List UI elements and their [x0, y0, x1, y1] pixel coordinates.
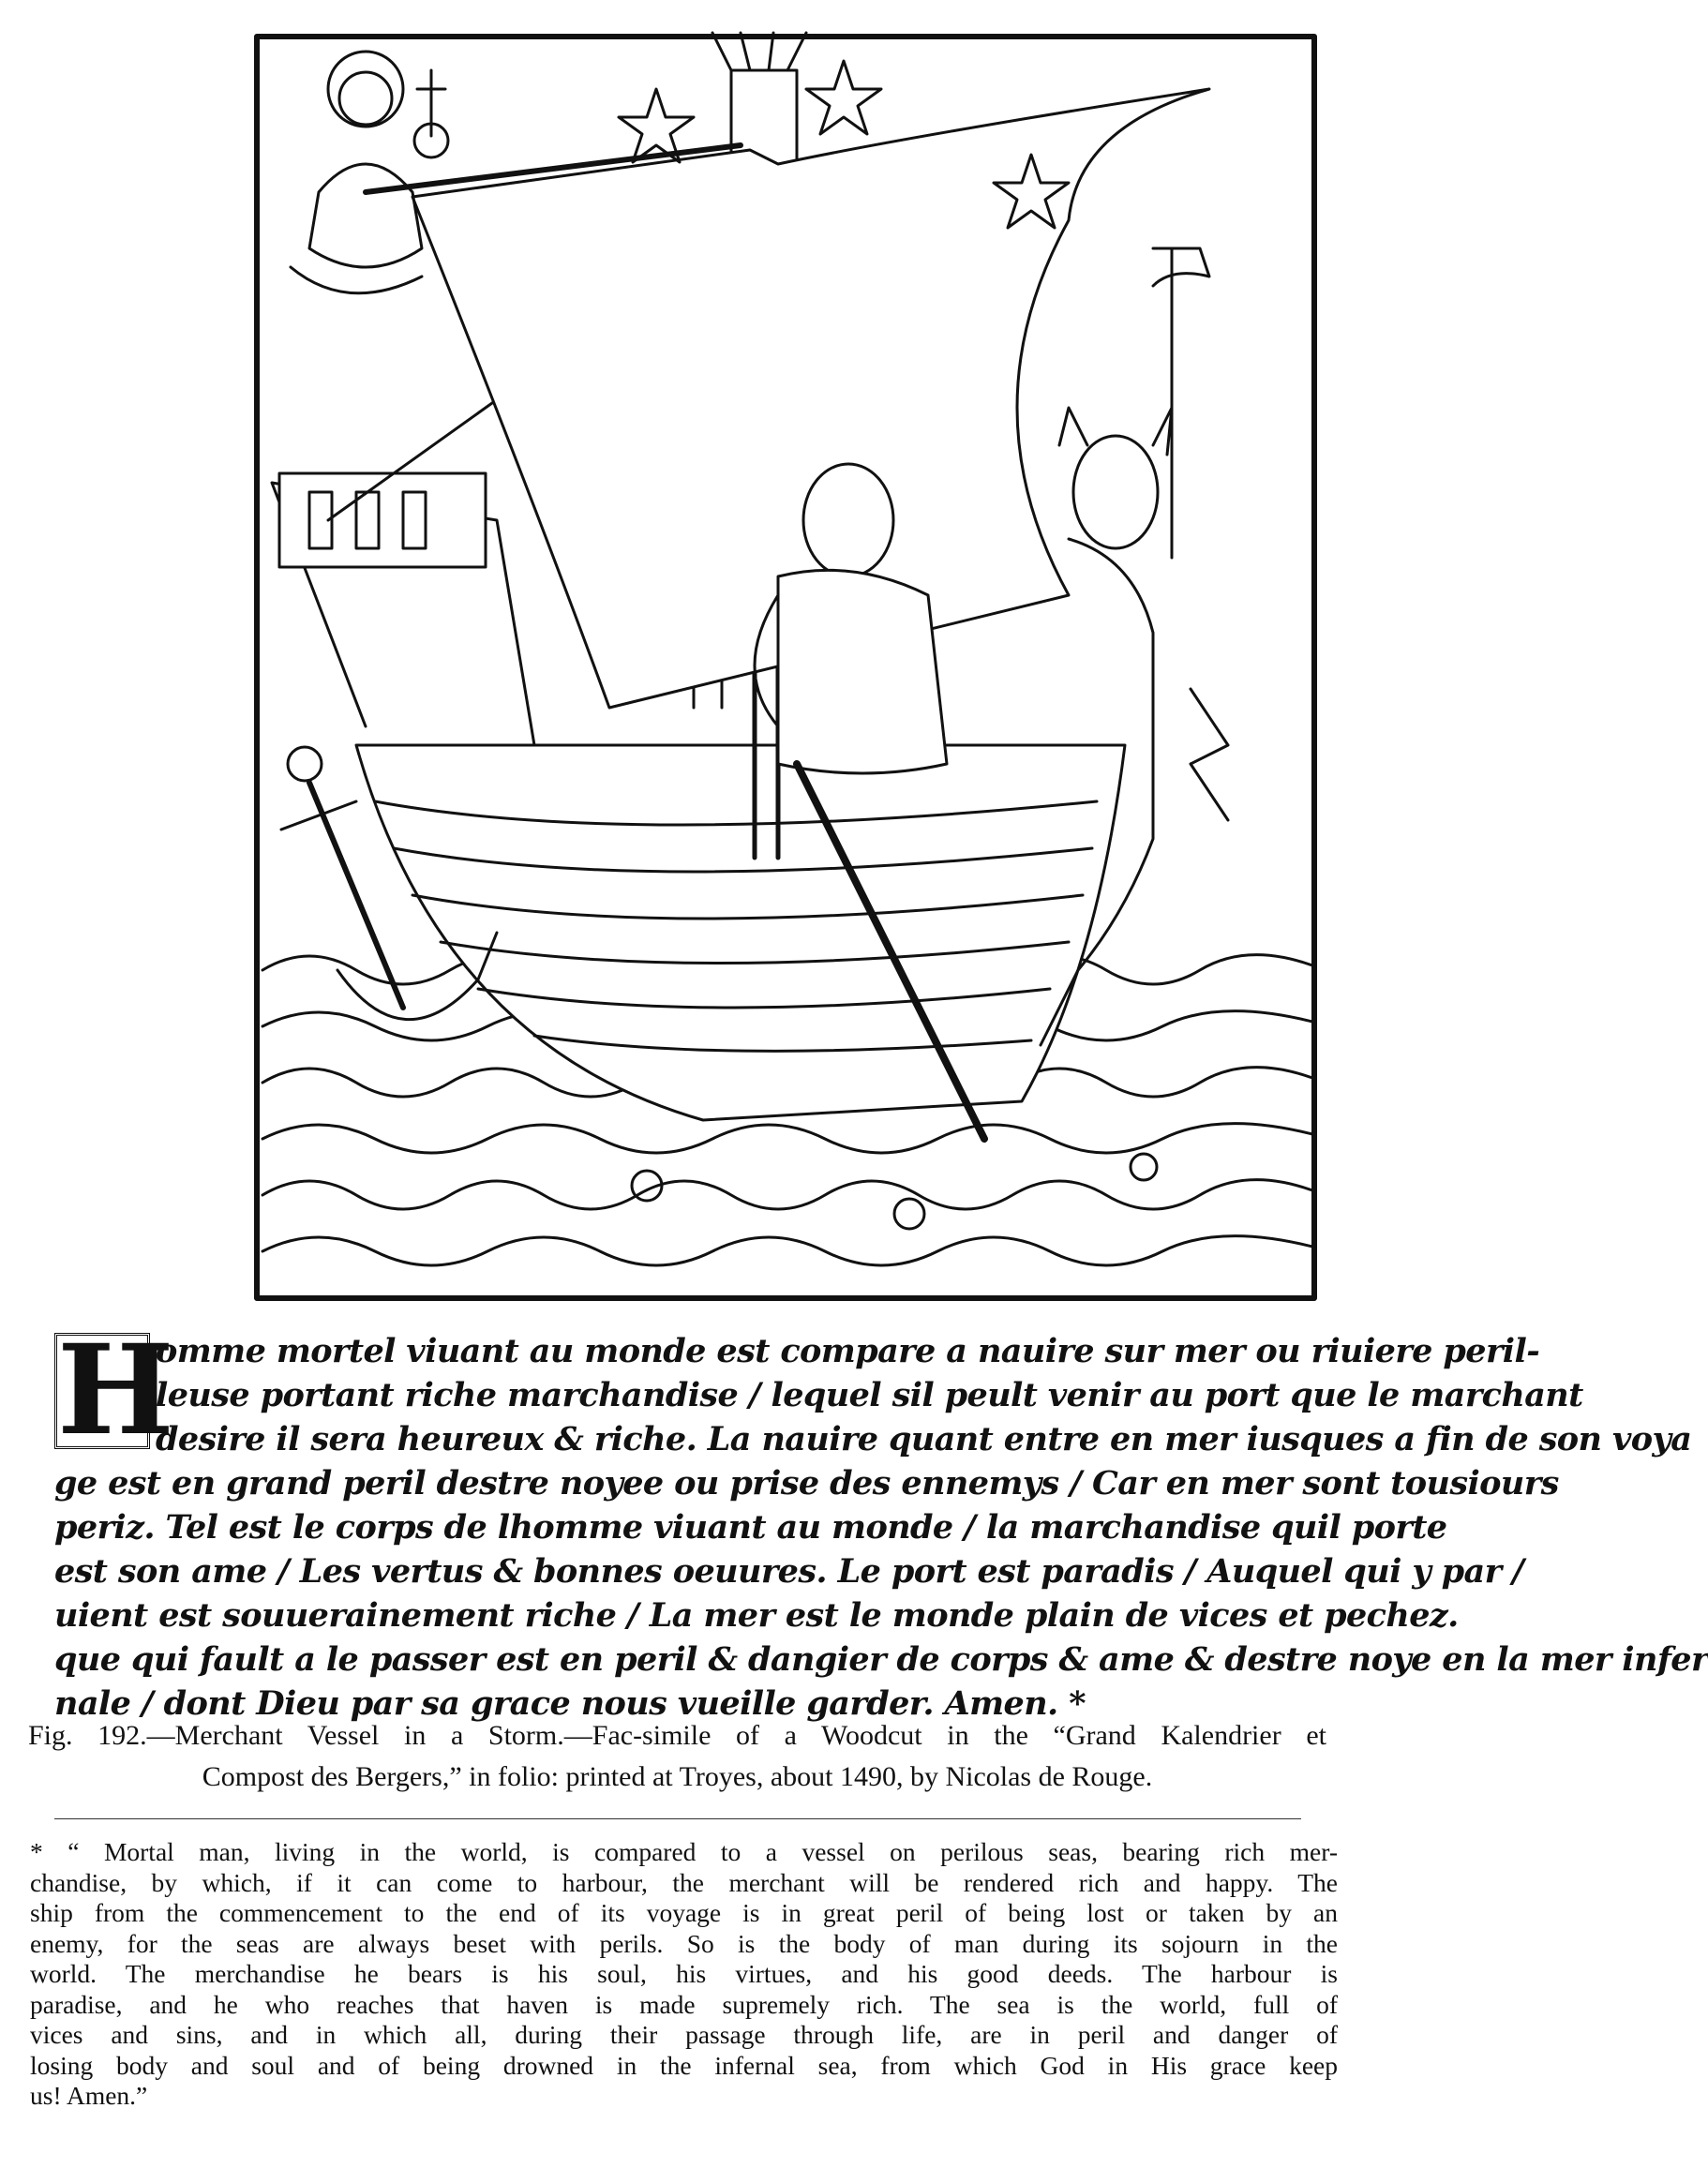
footnote-line: world. The merchandise he bears is his soul, his virtues, and his good deeds. The harbour is: [30, 1959, 1338, 1988]
gothic-line: omme mortel viuant au monde est compare a nauire sur mer ou riuiere peril-: [156, 1332, 1540, 1370]
footnote-line: enemy, for the seas are always beset with perils. So is the body of man during its sojourn in the: [30, 1928, 1338, 1958]
gothic-line: ge est en grand peril destre noyee ou prise des ennemys / Car en mer sont tousiours: [54, 1464, 1559, 1503]
figure-caption: [28, 1715, 1326, 1798]
divider: [54, 1818, 1301, 1819]
footnote-line: losing body and soul and of being drowned in the infernal sea, from which God in His grace keep: [30, 2050, 1338, 2080]
gothic-line: periz. Tel est le corps de lhomme viuant au monde / la marchandise quil porte: [54, 1508, 1447, 1547]
merchant-vessel-woodcut: [253, 33, 1318, 1303]
woodcut-illustration: [253, 33, 1318, 1303]
gothic-line: que qui fault a le passer est en peril & dangier de corps & ame & destre noye en la mer infer: [54, 1640, 1708, 1679]
footnote-translation: [30, 1837, 1338, 2112]
footnote-line: chandise, by which, if it can come to harbour, the merchant will be rendered rich and happy. The: [30, 1867, 1338, 1897]
footnote-line: paradise, and he who reaches that haven is made supremely rich. The sea is the world, full of: [30, 1989, 1338, 2019]
footnote-line: us! Amen.”: [30, 2081, 148, 2110]
gothic-line: est son ame / Les vertus & bonnes oeuures. Le port est paradis / Auquel qui y par /: [54, 1552, 1524, 1591]
footnote-line: vices and sins, and in which all, during their passage through life, are in peril and danger of: [30, 2020, 1338, 2049]
footnote-line: ship from the commencement to the end of its voyage is in great peril of being lost or taken by an: [30, 1898, 1338, 1927]
gothic-line: nale / dont Dieu par sa grace nous vueille garder. Amen. *: [54, 1684, 1086, 1723]
gothic-blackletter-text: [54, 1318, 1708, 1726]
christ-figure: [291, 52, 448, 293]
gothic-line: desire il sera heureux & riche. La nauire quant entre en mer iusques a fin de son voya: [156, 1420, 1692, 1458]
caption-line: Fig. 192.—Merchant Vessel in a Storm.—Fac-simile of a Woodcut in the “Grand Kalendrier et: [28, 1720, 1326, 1751]
footnote-line: * “ Mortal man, living in the world, is compared to a vessel on perilous seas, bearing rich mer-: [30, 1837, 1338, 1866]
caption-line: Compost des Bergers,” in folio: printed at Troyes, about 1490, by Nicolas de Rouge.: [202, 1761, 1153, 1792]
drop-cap: H: [54, 1333, 150, 1449]
gothic-line: leuse portant riche marchandise / lequel sil peult venir au port que le marchant: [156, 1376, 1583, 1414]
gothic-line: uient est souuerainement riche / La mer est le monde plain de vices et pechez.: [54, 1596, 1459, 1635]
